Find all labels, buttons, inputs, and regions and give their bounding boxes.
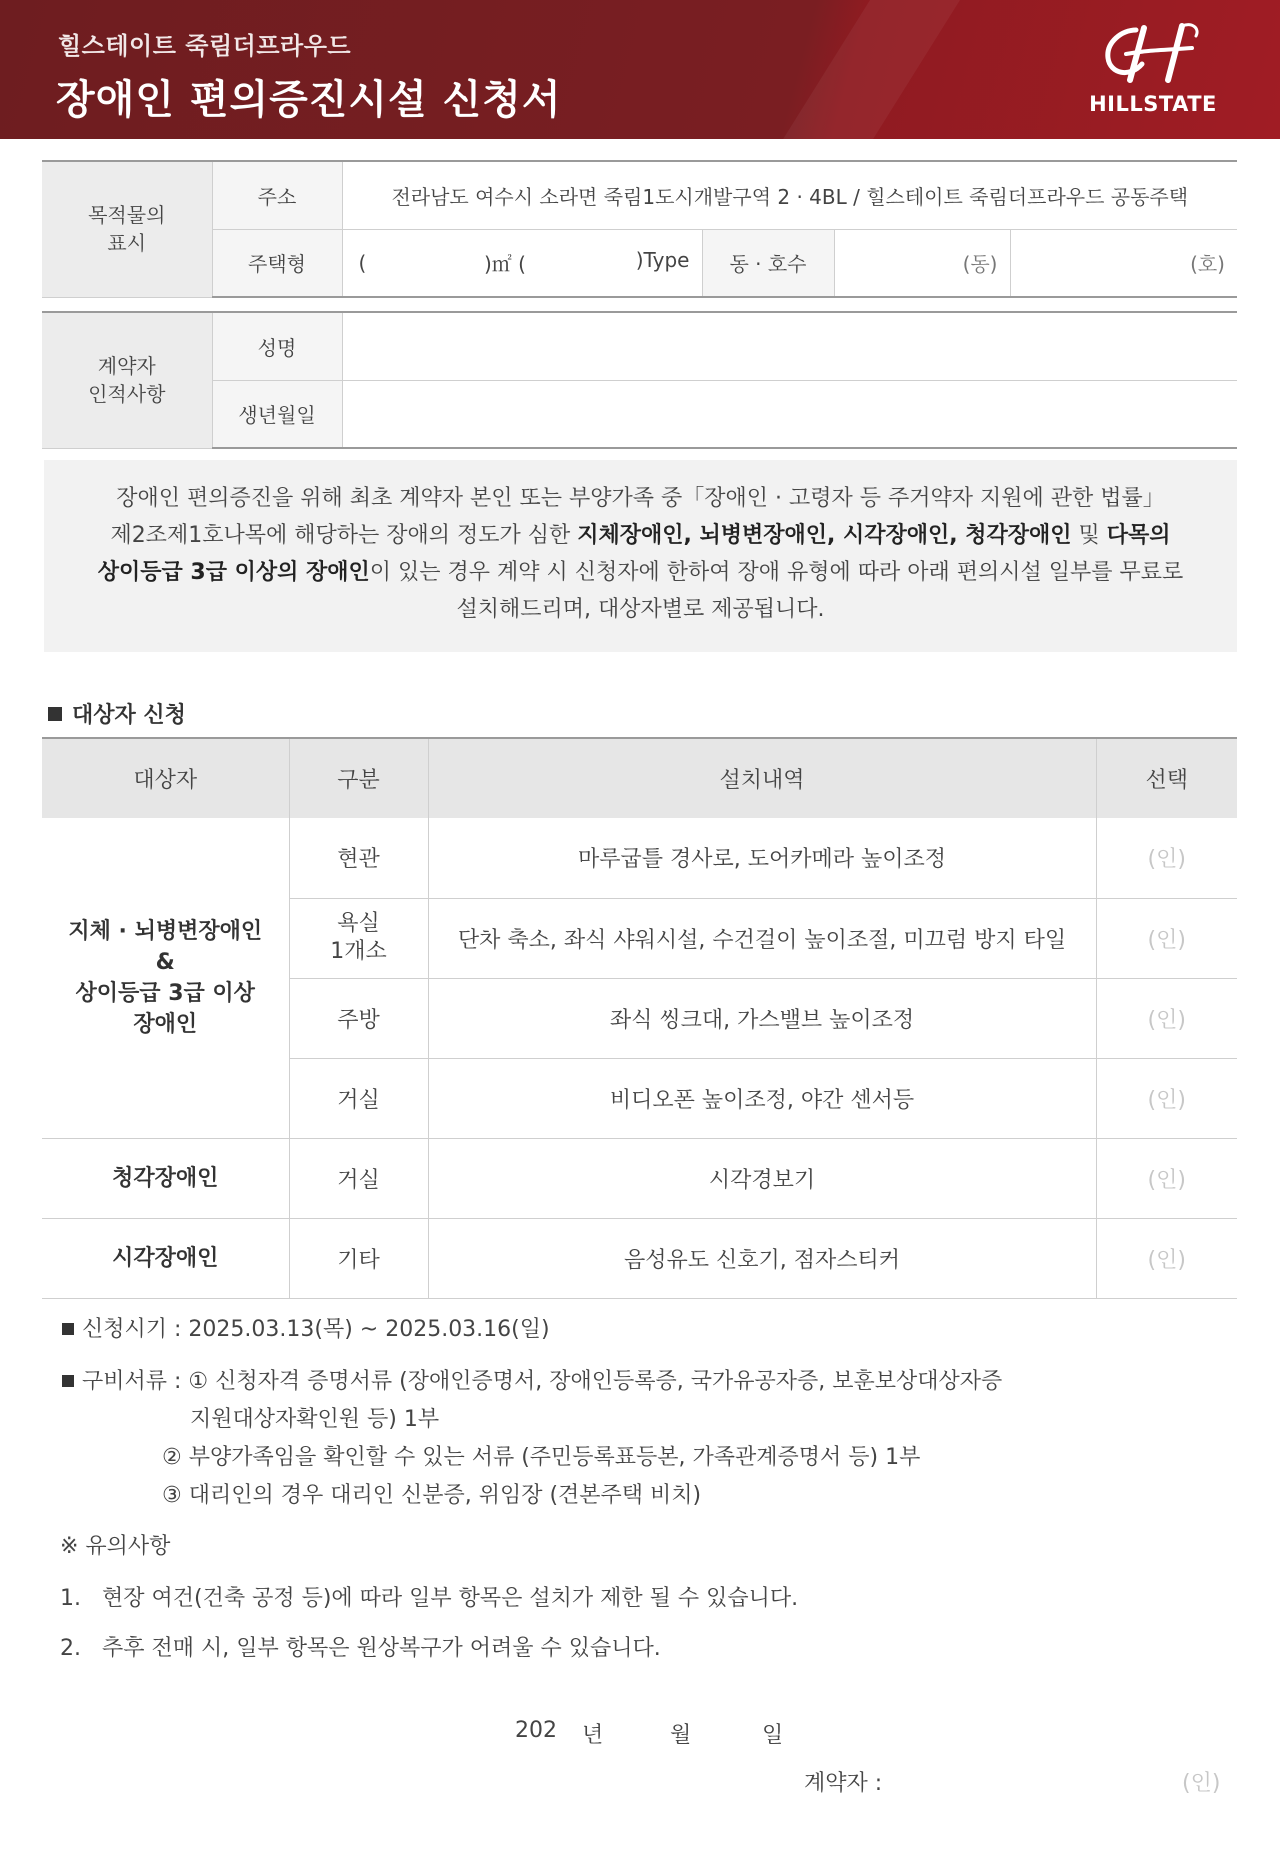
- header-select: 선택: [1096, 738, 1237, 818]
- dong-field[interactable]: (동): [834, 229, 1010, 297]
- category-cell: 주방: [289, 978, 428, 1058]
- table-row: [42, 1138, 1237, 1218]
- area-type-field[interactable]: )㎡ ( )Type: [512, 229, 702, 297]
- property-info-table: [42, 160, 1237, 298]
- sign-year[interactable]: 202: [515, 1718, 557, 1743]
- name-field[interactable]: [342, 312, 1237, 380]
- required-docs-2: ② 부양가족임을 확인할 수 있는 서류 (주민등록표등본, 가족관계증명서 등) 1부: [162, 1445, 921, 1470]
- caution-2-number: 2.: [60, 1636, 81, 1661]
- area-field[interactable]: (: [342, 229, 512, 297]
- sign-year-unit: 년: [582, 1723, 604, 1748]
- square-bullet-icon: [48, 707, 62, 721]
- contractor-info-table: [42, 311, 1237, 449]
- category-cell: 거실: [289, 1058, 428, 1138]
- contractor-seal[interactable]: (인): [1182, 1771, 1221, 1796]
- category-cell: 기타: [289, 1218, 428, 1298]
- select-seal[interactable]: (인): [1096, 898, 1237, 978]
- name-label: 성명: [212, 312, 342, 380]
- target-visual-disability: 시각장애인: [42, 1218, 289, 1298]
- application-table: [42, 737, 1237, 1299]
- notice-line: 설치해드리며, 대상자별로 제공됩니다.: [456, 597, 825, 622]
- detail-cell: 시각경보기: [428, 1138, 1096, 1218]
- contractor-group-label: 계약자 인적사항: [42, 312, 212, 448]
- caution-1-number: 1.: [60, 1586, 81, 1611]
- table-header-row: [42, 738, 1237, 818]
- hillstate-emblem-icon: [1096, 20, 1206, 88]
- category-cell: 욕실 1개소: [289, 898, 428, 978]
- square-bullet-icon: [62, 1323, 74, 1335]
- address-value: 전라남도 여수시 소라면 죽림1도시개발구역 2 · 4BL / 힐스테이트 죽림더프라우드 공동주택: [342, 161, 1237, 229]
- house-type-label: 주택형: [212, 229, 342, 297]
- notice-line: 제2조제1호나목에 해당하는 장애의 정도가 심한 지체장애인, 뇌병변장애인, 시각장애인, 청각장애인 및 다목의: [110, 523, 1171, 548]
- select-seal[interactable]: (인): [1096, 1218, 1237, 1298]
- table-row: [42, 818, 1237, 898]
- notice-line: 장애인 편의증진을 위해 최초 계약자 본인 또는 부양가족 중「장애인 · 고령자 등 주거약자 지원에 관한 법률」: [116, 486, 1165, 511]
- eligibility-notice: [44, 460, 1237, 652]
- required-docs-1b: 지원대상자확인원 등) 1부: [190, 1407, 440, 1432]
- complex-name: 힐스테이트 죽림더프라우드: [58, 32, 352, 60]
- detail-cell: 음성유도 신호기, 점자스티커: [428, 1218, 1096, 1298]
- select-seal[interactable]: (인): [1096, 1138, 1237, 1218]
- page-title: 장애인 편의증진시설 신청서: [56, 77, 562, 123]
- caution-2: 추후 전매 시, 일부 항목은 원상복구가 어려울 수 있습니다.: [102, 1636, 661, 1661]
- banner-decoration: [758, 0, 973, 139]
- header-detail: 설치내역: [428, 738, 1096, 818]
- detail-cell: 단차 축소, 좌식 샤워시설, 수건걸이 높이조절, 미끄럼 방지 타일: [428, 898, 1096, 978]
- sign-month-unit: 월: [670, 1723, 692, 1748]
- contractor-sign-label: 계약자 :: [804, 1771, 883, 1796]
- select-seal[interactable]: (인): [1096, 978, 1237, 1058]
- detail-cell: 좌식 씽크대, 가스밸브 높이조정: [428, 978, 1096, 1058]
- header-target: 대상자: [42, 738, 289, 818]
- application-period: 신청시기 : 2025.03.13(목) ~ 2025.03.16(일): [62, 1311, 550, 1349]
- detail-cell: 비디오폰 높이조정, 야간 센서등: [428, 1058, 1096, 1138]
- ho-field[interactable]: (호): [1010, 229, 1237, 297]
- unit-label: 동 · 호수: [702, 229, 834, 297]
- section-title: 대상자 신청: [48, 698, 186, 729]
- hillstate-logo: [1078, 20, 1228, 124]
- birth-label: 생년월일: [212, 380, 342, 448]
- target-physical-disability: 지체 · 뇌병변장애인 & 상이등급 3급 이상 장애인: [42, 818, 289, 1138]
- category-cell: 거실: [289, 1138, 428, 1218]
- table-row: [42, 1218, 1237, 1298]
- required-docs-3: ③ 대리인의 경우 대리인 신분증, 위임장 (견본주택 비치): [162, 1483, 702, 1508]
- required-docs-1: 구비서류 : ① 신청자격 증명서류 (장애인증명서, 장애인등록증, 국가유공자증, 보훈보상대상자증: [62, 1363, 1002, 1401]
- caution-title: ※ 유의사항: [60, 1534, 171, 1559]
- category-cell: 현관: [289, 818, 428, 898]
- detail-cell: 마루굽틀 경사로, 도어카메라 높이조정: [428, 818, 1096, 898]
- property-group-label: 목적물의 표시: [42, 161, 212, 297]
- target-hearing-disability: 청각장애인: [42, 1138, 289, 1218]
- select-seal[interactable]: (인): [1096, 818, 1237, 898]
- header-category: 구분: [289, 738, 428, 818]
- birth-field[interactable]: [342, 380, 1237, 448]
- header-banner: [0, 0, 1280, 139]
- address-label: 주소: [212, 161, 342, 229]
- caution-1: 현장 여건(건축 공정 등)에 따라 일부 항목은 설치가 제한 될 수 있습니다.: [102, 1586, 799, 1611]
- brand-name: HILLSTATE: [1089, 92, 1217, 116]
- sign-day-unit: 일: [762, 1723, 784, 1748]
- square-bullet-icon: [62, 1375, 74, 1387]
- select-seal[interactable]: (인): [1096, 1058, 1237, 1138]
- notice-line: 상이등급 3급 이상의 장애인이 있는 경우 계약 시 신청자에 한하여 장애 유형에 따라 아래 편의시설 일부를 무료로: [97, 560, 1184, 585]
